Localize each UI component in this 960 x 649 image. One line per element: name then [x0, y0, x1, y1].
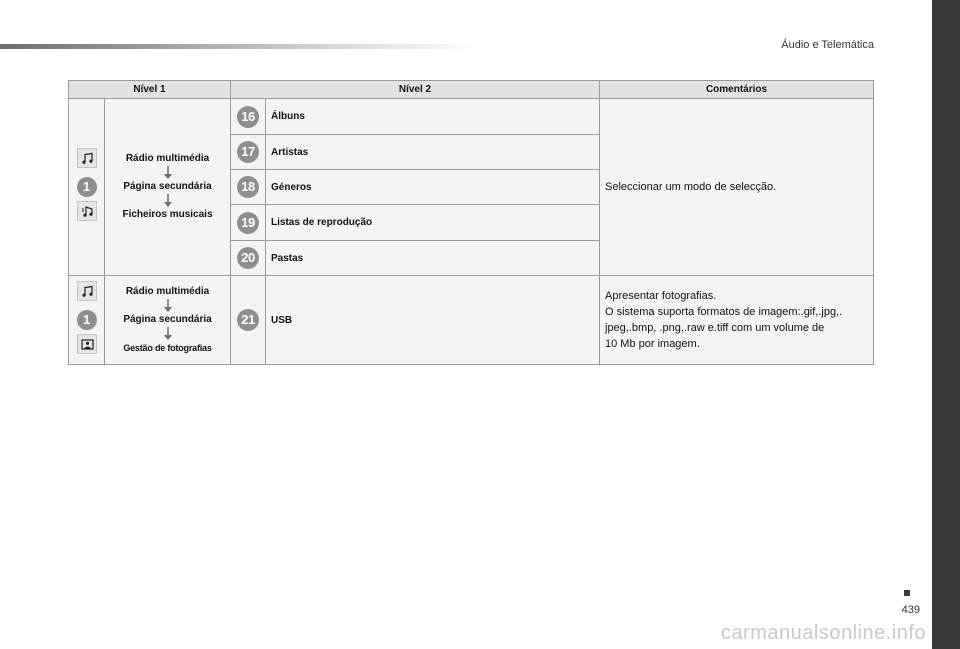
music-note-icon: [77, 148, 97, 168]
level2-label: Pastas: [266, 241, 600, 276]
table-row: [69, 99, 874, 135]
arrow-down-icon: [163, 327, 173, 341]
music-note-icon: [77, 281, 97, 301]
table-row: [69, 276, 874, 365]
page-marker: [904, 590, 910, 596]
header-level2: Nível 2: [231, 81, 600, 99]
page-number: 439: [901, 604, 920, 616]
menu-table: [68, 80, 874, 365]
group1-icons: [69, 99, 105, 276]
music-file-icon: [77, 201, 97, 221]
path-step: Rádio multimédia: [125, 286, 210, 297]
number-badge: 16: [237, 106, 259, 128]
level2-label: Artistas: [266, 135, 600, 170]
level2-label: Listas de reprodução: [266, 205, 600, 241]
number-badge: 21: [237, 309, 259, 331]
group2-path: [105, 276, 231, 365]
path-step: Rádio multimédia: [125, 153, 210, 164]
level2-label: USB: [266, 276, 600, 365]
number-badge: 20: [237, 247, 259, 269]
comment-line: Apresentar fotografias.: [605, 290, 717, 302]
comment-line: O sistema suporta formatos de imagem:.gif,.jpg,.: [605, 306, 843, 318]
group2-comment: [600, 276, 874, 365]
arrow-down-icon: [163, 166, 173, 180]
group1-path: [105, 99, 231, 276]
comment-line: jpeg,.bmp, .png,.raw e.tiff com um volume de: [605, 322, 825, 334]
level2-label: Géneros: [266, 170, 600, 205]
side-bar: [932, 0, 960, 649]
step-badge-1: 1: [77, 177, 97, 197]
number-badge: 19: [237, 212, 259, 234]
path-step: Gestão de fotografias: [123, 343, 212, 353]
step-badge-1: 1: [77, 310, 97, 330]
path-step: Página secundária: [123, 181, 212, 192]
header-level1: Nível 1: [69, 81, 231, 99]
num-cell: [231, 276, 266, 365]
number-badge: 17: [237, 141, 259, 163]
num-cell: [231, 135, 266, 170]
path-step: Página secundária: [123, 314, 212, 325]
num-cell: [231, 205, 266, 241]
num-cell: [231, 241, 266, 276]
photo-icon: [77, 334, 97, 354]
arrow-down-icon: [163, 194, 173, 208]
header-rule: [0, 44, 480, 49]
header-comments: Comentários: [600, 81, 874, 99]
number-badge: 18: [237, 176, 259, 198]
group1-comment: Seleccionar um modo de selecção.: [600, 99, 874, 276]
arrow-down-icon: [163, 299, 173, 313]
comment-line: 10 Mb por imagem.: [605, 338, 700, 350]
path-step: Ficheiros musicais: [122, 209, 213, 220]
num-cell: [231, 99, 266, 135]
level2-label: Álbuns: [266, 99, 600, 135]
section-title: Áudio e Telemática: [781, 39, 874, 51]
group2-icons: [69, 276, 105, 365]
table-header-row: [69, 81, 874, 99]
num-cell: [231, 170, 266, 205]
watermark: carmanualsonline.info: [720, 622, 926, 644]
